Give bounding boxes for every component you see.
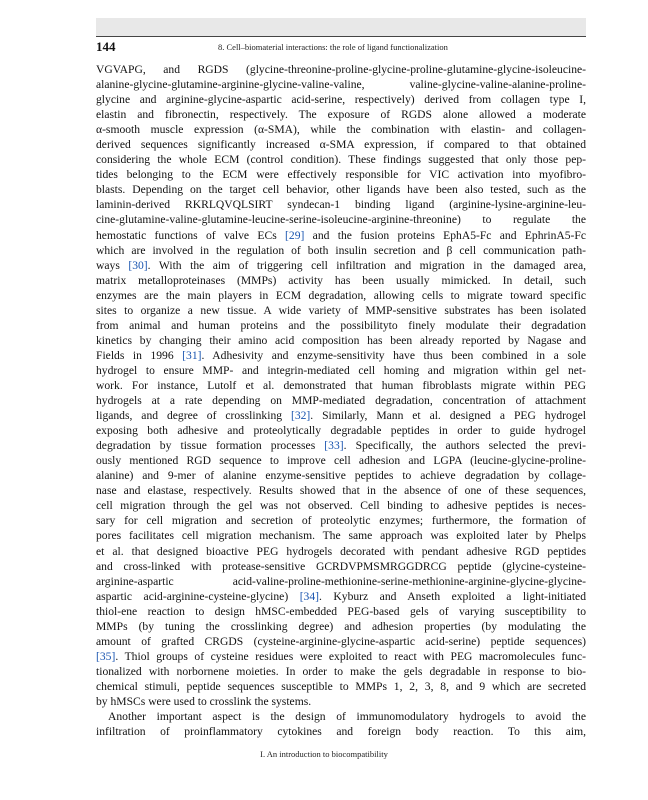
text-line	[96, 303, 586, 318]
text-span: MMPs (by tuning the crosslinking degree) and adhesion properties (by modulating the	[96, 619, 586, 633]
text-span: considering the whole ECM (control condition). These findings suggested that only those pep-	[96, 153, 586, 167]
text-line	[96, 544, 586, 559]
text-line	[96, 243, 586, 258]
text-line	[96, 288, 586, 303]
text-span: sary for cell migration and secretion of proteolytic enzymes; furthermore, the formation of	[96, 514, 586, 528]
citation-link[interactable]: [30]	[128, 258, 148, 272]
text-span: which are involved in the regulation of both insulin secretion and β cell communication path-	[96, 243, 586, 257]
text-span: derived sequences significantly increased α-SMA expression, if compared to that obtained	[96, 138, 586, 152]
text-span: chemical stimuli, peptide sequences susceptible to MMPs 1, 2, 3, 8, and 9 which are secreted	[96, 679, 586, 693]
text-span: amount of grafted CRGDS (cysteine-arginine-glycine-aspartic acid-serine) peptide sequences)	[96, 634, 586, 648]
citation-link[interactable]: [29]	[285, 228, 305, 242]
text-span: α-smooth muscle expression (α-SMA), while the combination with elastin- and collagen-	[96, 123, 586, 137]
text-line	[96, 152, 586, 167]
text-line	[96, 694, 586, 709]
text-span: . Kyburz and Anseth exploited a light-initiated	[319, 589, 586, 603]
text-span: arginine-aspartic acid-valine-proline-methionine-serine-methionine-arginine-glycine-glycine-	[96, 574, 586, 588]
text-line	[96, 318, 586, 333]
text-span: elastin and fibronectin, respectively. The exposure of RGDS alone allowed a moderate	[96, 108, 586, 122]
text-span: . Similarly, Mann et al. designed a PEG hydrogel	[310, 409, 586, 423]
text-line	[96, 378, 586, 393]
text-line	[96, 423, 586, 438]
text-line	[96, 92, 586, 107]
text-span: laminin-derived RKRLQVQLSIRT syndecan-1 binding ligand (arginine-lysine-arginine-leu-	[96, 198, 586, 212]
text-line	[96, 498, 586, 513]
text-line	[96, 559, 586, 574]
text-span: et al. that designed bioactive PEG hydrogels decorated with pendant adhesive RGD peptides	[96, 544, 586, 558]
text-line	[96, 619, 586, 634]
citation-link[interactable]: [34]	[299, 589, 320, 603]
text-span: . With the aim of triggering cell infiltration and migration in the damaged area,	[147, 258, 586, 272]
header-bar	[96, 18, 586, 36]
text-span: cell migration through the gel was not observed. Cell binding to adhesive peptides is neces-	[96, 499, 586, 513]
text-line	[96, 62, 586, 77]
text-line	[96, 664, 586, 679]
text-span: thiol-ene reaction to design hMSC-embedded PEG-based gels of varying susceptibility to	[96, 604, 586, 618]
text-line	[96, 679, 586, 694]
text-span: matrix metalloproteinases (MMPs) activity has been usually mimicked. In detail, such	[96, 273, 586, 287]
text-span: from animal and human proteins and the possibilityto finely modulate their degradation	[96, 318, 586, 332]
text-line	[96, 273, 586, 288]
text-span: ously mentioned RGD sequence to improve cell adhesion and LGPA (leucine-glycine-proline-	[96, 454, 586, 468]
text-span: exposing both adhesive and proteolytically degradable peptides in order to guide hydrogel	[96, 424, 586, 438]
text-span: work. For instance, Lutolf et al. demonstrated that human fibroblasts migrate within PEG	[96, 378, 586, 392]
citation-link[interactable]: [33]	[324, 439, 344, 453]
page-number: 144	[96, 39, 116, 54]
text-line	[96, 649, 586, 664]
text-span: Fields in 1996	[96, 348, 183, 362]
text-span: . Adhesivity and enzyme-sensitivity have thus been combined in a sole	[201, 348, 586, 362]
text-span: glycine and arginine-glycine-aspartic acid-serine, respectively) derived from collagen type I,	[96, 93, 586, 107]
text-span: hydrogels at a rate depending on MMP-mediated degradation, concentration of attachment	[96, 394, 586, 408]
text-span: VGVAPG, and RGDS (glycine-threonine-proline-glycine-proline-glutamine-glycine-isoleucine-	[96, 63, 586, 76]
text-span: blasts. Depending on the target cell behavior, other ligands have been also tested, such as the	[96, 183, 586, 197]
text-span: by hMSCs were used to crosslink the systems.	[96, 694, 312, 708]
text-span: ligands, and degree of crosslinking	[96, 409, 291, 423]
text-span: tides belonging to the ECM were effectively responsible for VIC activation into myofibro-	[96, 168, 586, 182]
text-line	[96, 393, 586, 408]
running-head: 8. Cell–biomaterial interactions: the role of ligand functionalization	[218, 42, 448, 52]
text-line	[96, 528, 586, 543]
text-line	[96, 333, 586, 348]
text-line	[96, 453, 586, 468]
text-line	[96, 197, 586, 212]
citation-link[interactable]: [35]	[96, 649, 116, 663]
text-span: ways	[96, 258, 129, 272]
text-span: and cross-linked with protease-sensitive GCRDVPMSMRGGDRCG peptide (glycine-cysteine-	[96, 559, 586, 573]
text-span: Another important aspect is the design of immunomodulatory hydrogels to avoid the	[108, 710, 586, 724]
text-line	[96, 348, 586, 363]
citation-link[interactable]: [32]	[290, 409, 311, 423]
text-span: and the fusion proteins EphA5-Fc and EphrinA5-Fc	[304, 228, 586, 242]
text-line	[96, 167, 586, 182]
text-span: degradation by tissue formation processes	[96, 439, 325, 453]
text-span: pores facilitates cell migration mechanism. The same approach was exploited later by Phelps	[96, 529, 586, 543]
text-line	[96, 724, 586, 739]
header-rule	[96, 36, 586, 37]
text-line	[96, 438, 586, 453]
text-line	[96, 483, 586, 498]
text-span: hemostatic functions of valve ECs	[96, 228, 286, 242]
text-span: sites to organize a new tissue. A wide variety of MMP-sensitive substrates has been isolated	[96, 303, 586, 317]
citation-link[interactable]: [31]	[182, 348, 202, 362]
text-line	[96, 137, 586, 152]
text-span: cine-glutamine-valine-glutamine-leucine-serine-isoleucine-arginine-threonine) to regulate the	[96, 213, 586, 227]
text-line	[96, 513, 586, 528]
text-line	[96, 77, 586, 92]
text-line	[96, 709, 586, 724]
text-span: hydrogel to ensure MMP- and integrin-mediated cell homing and migration within gel net-	[96, 363, 586, 377]
text-line	[96, 589, 586, 604]
text-line	[96, 468, 586, 483]
text-span: tionalized with norbornene moieties. In order to make the gels degradable in response to bio-	[96, 664, 586, 678]
text-line	[96, 363, 586, 378]
footer-section-title: I. An introduction to biocompatibility	[260, 749, 388, 759]
text-span: . Specifically, the authors selected the previ-	[343, 439, 586, 453]
text-span: alanine) and 9-mer of alanine enzyme-sensitive peptides to achieve degradation by collage-	[96, 469, 586, 483]
text-line	[96, 122, 586, 137]
text-line	[96, 182, 586, 197]
text-line	[96, 574, 586, 589]
text-line	[96, 228, 586, 243]
text-span: . Thiol groups of cysteine residues were exploited to react with PEG macromolecules func-	[115, 649, 586, 663]
text-line	[96, 107, 586, 122]
text-span: alanine-glycine-glutamine-arginine-glycine-valine-valine, valine-glycine-valine-alanine-proline-	[96, 78, 586, 92]
text-line	[96, 634, 586, 649]
body-text	[96, 62, 586, 739]
text-line	[96, 258, 586, 273]
text-line	[96, 212, 586, 227]
text-line	[96, 408, 586, 423]
text-span: nase and elastase, respectively. Results showed that in the absence of one of these sequences,	[96, 484, 586, 498]
text-span: enzymes are the main players in ECM degradation, allowing cells to migrate toward specific	[96, 288, 586, 302]
text-span: kinetics by changing their amino acid composition has been already reported by Nagase and	[96, 333, 586, 347]
text-line	[96, 604, 586, 619]
text-span: infiltration of proinflammatory cytokines and foreign body reaction. To this aim,	[96, 725, 586, 739]
text-span: aspartic acid-arginine-cysteine-glycine)	[96, 589, 300, 603]
